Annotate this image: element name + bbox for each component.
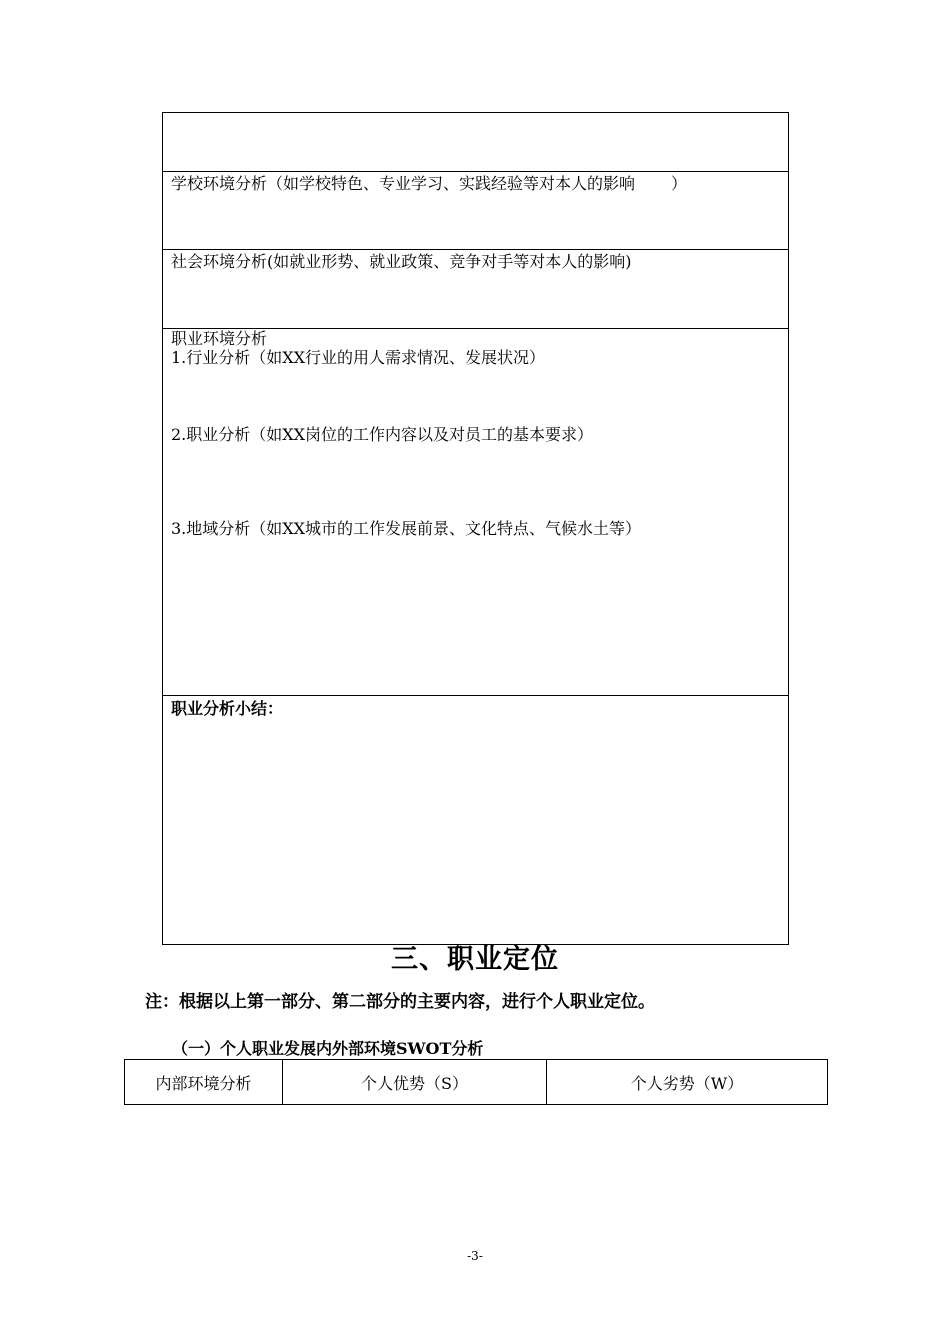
school-environment-label: 学校环境分析（如学校特色、专业学习、实践经验等对本人的影响: [171, 174, 636, 193]
swot-header-row: [125, 1060, 828, 1105]
career-environment-heading: 职业环境分析: [171, 329, 268, 348]
occupation-analysis-label: 2.职业分析（如XX岗位的工作内容以及对员工的基本要求）: [171, 425, 594, 444]
swot-table: [124, 1059, 828, 1105]
blank-row: [163, 113, 788, 171]
subsection-heading: （一）个人职业发展内外部环境SWOT分析: [172, 1039, 484, 1058]
region-analysis-label: 3.地域分析（如XX城市的工作发展前景、文化特点、气候水土等）: [171, 519, 642, 538]
industry-analysis-label: 1.行业分析（如XX行业的用人需求情况、发展状况）: [171, 348, 546, 367]
career-environment-cell: [163, 328, 788, 695]
page-number: -3-: [467, 1249, 483, 1263]
weaknesses-header: 个人劣势（W）: [547, 1060, 828, 1105]
internal-environment-header: 内部环境分析: [125, 1060, 283, 1105]
section-title: 三、职业定位: [391, 944, 559, 975]
social-environment-cell: [163, 249, 788, 328]
section-note: 注：根据以上第一部分、第二部分的主要内容，进行个人职业定位。: [145, 992, 655, 1012]
social-environment-label: 社会环境分析(如就业形势、就业政策、竞争对手等对本人的影响): [171, 252, 632, 271]
career-summary-label: 职业分析小结：: [171, 699, 284, 718]
school-environment-close-paren: ）: [671, 174, 688, 193]
analysis-table: [162, 112, 789, 945]
school-environment-cell: [163, 171, 788, 249]
strengths-header: 个人优势（S）: [283, 1060, 547, 1105]
career-summary-cell: [163, 695, 788, 945]
